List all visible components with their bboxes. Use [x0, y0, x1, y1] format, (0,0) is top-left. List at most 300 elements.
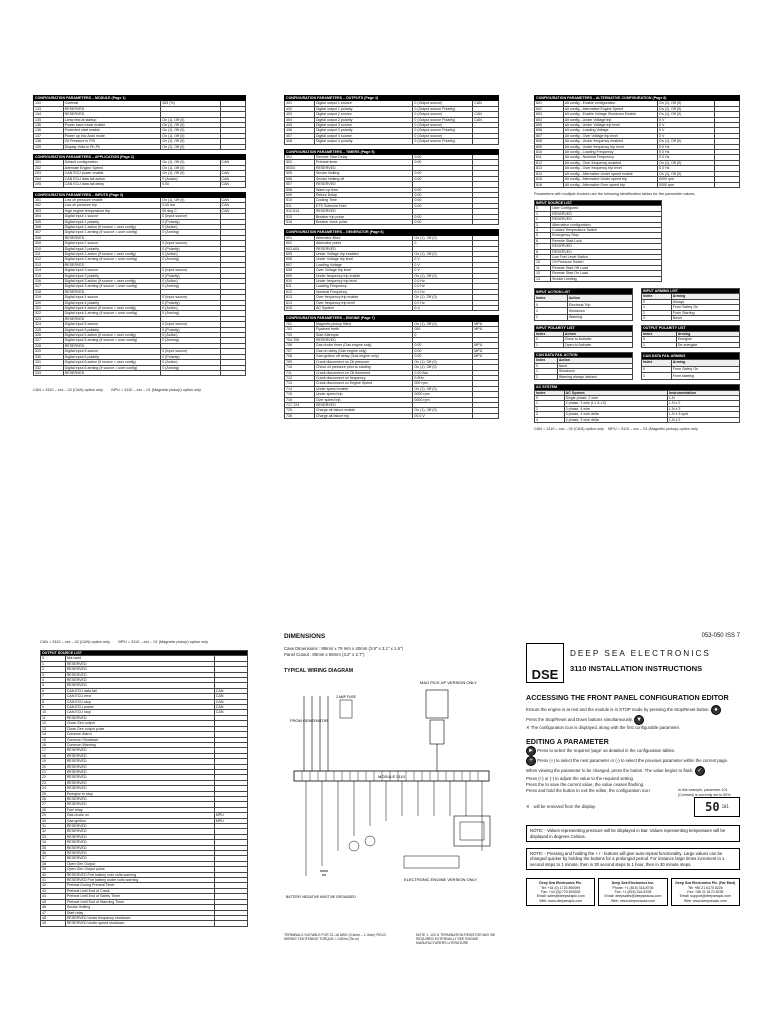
table-cell: RESERVED: [63, 106, 161, 111]
company-name: DEEP SEA ELECTRONICS: [570, 649, 711, 658]
table-cell: 204: [34, 176, 64, 181]
table-row: [285, 139, 499, 144]
table-cell: 303: [34, 208, 64, 213]
table-cell: On (1), Off (0): [161, 197, 220, 202]
table-cell: 403: [285, 112, 315, 117]
table-cell: Low oil pressure trip: [63, 203, 161, 208]
table-cell: 0.0 Hz: [413, 300, 473, 305]
table-cell: 801: [535, 101, 564, 106]
list-cell: RESERVED: [65, 683, 214, 688]
table-row: [285, 219, 499, 224]
list-cell: RESERVED: [65, 769, 214, 774]
table-row: [285, 413, 499, 418]
table-cell: 314: [34, 268, 64, 273]
output-polarity-list: [641, 325, 740, 348]
table-cell: On (1), Off (0): [413, 386, 473, 391]
list-cell: 4: [41, 678, 66, 683]
list-cell: 20: [41, 764, 66, 769]
list-cell: 14: [41, 732, 66, 737]
table-cell: RESERVED: [314, 182, 412, 187]
table-cell: Digital input 2 action (if source = user config): [63, 251, 161, 256]
table-row: [535, 182, 740, 187]
table-cell: 506: [285, 176, 315, 181]
table-cell: Crank disconnect on Engine Speed: [314, 381, 412, 386]
table-cell: 330: [34, 354, 64, 359]
table-cell: 804: [535, 117, 564, 122]
table-cell: 806: [535, 128, 564, 133]
table-title: CONFIGURATION PARAMETERS – APPLICATION (Page 2): [34, 155, 246, 160]
ac-system-table: [534, 384, 740, 423]
top-right-column: [534, 95, 740, 431]
table-cell: Over frequency trip level: [314, 300, 412, 305]
mag-pickup-label: MAG PICK UP VERSION ONLY: [420, 680, 477, 685]
table-cell: 308: [34, 235, 64, 240]
table-cell: CAN: [220, 171, 245, 176]
list-cell: CAN: [214, 694, 247, 699]
list-cell: Remote Start Off Load: [551, 265, 662, 270]
table-cell: Cooling Time: [314, 198, 412, 203]
list-cell: From Safety On: [671, 305, 739, 310]
list-cell: RESERVED: [65, 834, 214, 839]
list-cell: 0: [535, 301, 568, 307]
table-cell: 507: [285, 182, 315, 187]
list-cell: L-N x 2: [667, 401, 739, 406]
list-cell: CAN ECU power: [65, 705, 214, 710]
table-cell: Breaker close pulse: [314, 219, 412, 224]
alt-config-table: [534, 95, 740, 188]
wiring-diagram: [284, 676, 506, 926]
plus-button-icon: +: [526, 756, 536, 766]
table-title: CONFIGURATION PARAMETERS – INPUTS (Page 3): [34, 192, 246, 197]
table-cell: 812: [535, 160, 564, 165]
table-cell: 0000 rpm: [413, 397, 473, 402]
list-cell: RESERVED: [65, 672, 214, 677]
list-cell: CAN: [214, 699, 247, 704]
editor-p2: Press the Stop/Reset and Down buttons simultaneously. ▼: [526, 715, 740, 725]
table-cell: [220, 144, 245, 149]
list-col-name: Arming: [671, 359, 739, 366]
table-cell: CAN: [473, 112, 499, 117]
footnote-can-mpu-bottom: CAN = 3110 – xxx – 02 (CAN) option only MPU = 3110 – xxx – 01 (Magnetic pickup) option only: [40, 640, 209, 644]
table-cell: Digital output 3 polarity: [314, 128, 412, 133]
contact-usa: Deep Sea Electronics Inc. Phone: +1 (815) 316-8706 Fax: +1 (815) 316-8708 Email: deepsales@deepseausa.com Web: www.deepseausa.com: [598, 878, 667, 906]
table-cell: Protected start enable: [63, 128, 161, 133]
list-cell: 13: [535, 276, 551, 281]
list-cell: RESERVED: [65, 678, 214, 683]
table-cell: On (1), Off (0): [161, 128, 220, 133]
polarity-row: [534, 325, 740, 348]
footnote-can-mpu: CAN = 3110 – xxx – 02 (CAN) option only MPU = 3110 – xxx – 01 (Magnetic pickup) option only: [33, 388, 202, 393]
table-cell: 402: [285, 106, 315, 111]
table-cell: 326: [34, 333, 64, 338]
list-cell: 48: [41, 915, 66, 920]
list-col-name: Instrumentation: [667, 390, 739, 395]
table-cell: Digital output 1 source: [314, 101, 412, 106]
table-cell: CAN: [220, 160, 245, 165]
table-cell: 0 (Input source): [161, 349, 220, 354]
table-cell: 510: [285, 198, 315, 203]
table-cell: 053 (%): [161, 101, 220, 106]
table-cell: CAN: [220, 182, 245, 187]
table-cell: 0 (Arming): [161, 230, 220, 235]
table-cell: Over Voltage trip level: [314, 268, 412, 273]
table-cell: 136: [34, 123, 64, 128]
table-cell: On (1), Off (0): [413, 273, 473, 278]
list-cell: RESERVED: [65, 796, 214, 801]
table-cell: 319: [34, 295, 64, 300]
editor-heading: ACCESSING THE FRONT PANEL CONFIGURATION EDITOR: [526, 693, 729, 702]
list-cell: Never: [671, 316, 739, 321]
table-cell: 310: [34, 246, 64, 251]
table-cell: Digital input 5 action (if source = user config): [63, 333, 161, 338]
table-cell: 610: [285, 279, 315, 284]
list-cell: 1: [642, 342, 677, 347]
table-cell: 710: [285, 365, 315, 370]
table-cell: On (1), Off (0): [161, 133, 220, 138]
table-cell: 712: [285, 375, 315, 380]
list-cell: Preheat Until End of Safety Timer: [65, 894, 214, 899]
table-cell: 0.0 Hz: [657, 166, 714, 171]
tick-button-icon: ✓: [695, 766, 705, 776]
table-cell: Oil Pressure in PSI: [63, 139, 161, 144]
list-cell: De-energise: [676, 342, 739, 347]
list-row: [535, 374, 633, 379]
list-cell: Close Gen output: [65, 721, 214, 726]
table-cell: On (1), Off (0): [657, 160, 714, 165]
table-cell: 0 (Output source): [413, 133, 473, 138]
list-cell: CAN ECU data fail: [65, 688, 214, 693]
table-cell: 0:00: [413, 203, 473, 208]
table-cell: Alt config - Under frequency trip level: [563, 144, 657, 149]
table-title: CONFIGURATION PARAMETERS – ENGINE (Page 7): [285, 316, 499, 321]
table-cell: 313: [34, 262, 64, 267]
table-cell: Digital input 1 polarity: [63, 219, 161, 224]
table-cell: On (1), Off (0): [657, 106, 714, 111]
table-cell: Alt config - Alternative Under speed trip: [563, 177, 657, 182]
table-cell: 0.0 Hz: [413, 289, 473, 294]
table-cell: 0 (Arming): [161, 284, 220, 289]
list-cell: RESERVED: [65, 775, 214, 780]
list-row: [642, 342, 740, 347]
list-cell: L-N: [667, 395, 739, 400]
table-cell: Lamp test at startup: [63, 117, 161, 122]
table-cell: On (1), Off (0): [161, 123, 220, 128]
table-cell: 0 (Polarity): [161, 300, 220, 305]
list-cell: 37: [41, 856, 66, 861]
table-cell: Power save mode enable: [63, 123, 161, 128]
list-cell: Common Alarm: [65, 732, 214, 737]
list-col-name: Index: [642, 294, 672, 299]
table-cell: Alt config - Alternative Engine Speed: [563, 106, 657, 111]
can-data-fail-arming: [641, 352, 740, 380]
table-cell: 0:00: [413, 348, 473, 353]
list-cell: From starting: [671, 373, 739, 380]
table-cell: 0:00: [413, 214, 473, 219]
table-cell: 715: [285, 392, 315, 397]
table-cell: On (1), Off (0): [413, 251, 473, 256]
table-cell: CAN: [473, 117, 499, 122]
list-title: OUTPUT SOURCE LIST: [41, 651, 248, 656]
editing-p1: ► Press to select the required 'page' as detailed in the configuration tables.: [526, 746, 740, 756]
table-cell: Over frequency trip enable: [314, 295, 412, 300]
table-cell: On (1), Off (0): [161, 165, 220, 170]
list-cell: RESERVED: [551, 244, 662, 249]
list-cell: Warning always latched: [557, 374, 632, 379]
table-cell: Digital input 5 polarity: [63, 327, 161, 332]
table-cell: On (1), Off (0): [161, 139, 220, 144]
list-header: [642, 353, 740, 360]
list-cell: 5: [535, 233, 551, 238]
table-cell: Alternate Engine Speed: [63, 165, 161, 170]
table-cell: Digital input 3 source: [63, 268, 161, 273]
table-cell: 0 (Input source): [161, 241, 220, 246]
table-cell: Warm up time: [314, 187, 412, 192]
list-cell: 7: [535, 244, 551, 249]
table-cell: [220, 370, 245, 375]
list-cell: Open Gen Output: [65, 861, 214, 866]
table-cell: Digital input 3 action (if source = user config): [63, 279, 161, 284]
table-cell: 505: [285, 171, 315, 176]
list-cell: 8: [41, 699, 66, 704]
table-cell: 704-705: [285, 338, 315, 343]
list-cell: 16: [41, 742, 66, 747]
list-row: [642, 373, 740, 380]
table-cell: Digital input 6 source: [63, 349, 161, 354]
list-cell: Gas ignition: [65, 818, 214, 823]
table-row: [285, 306, 499, 311]
table-cell: Alt config - Under Voltage trip: [563, 117, 657, 122]
list-col-header: [642, 359, 740, 366]
table-cell: 0 (Output source Polarity): [413, 128, 473, 133]
list-cell: Low Fuel Level Switch: [551, 254, 662, 259]
list-cell: 45: [41, 899, 66, 904]
table-cell: 0 (Output source Polarity): [413, 117, 473, 122]
table-cell: 203: [34, 171, 64, 176]
table-cell: 808: [535, 139, 564, 144]
list-cell: 0: [41, 656, 66, 661]
table-cell: On (1), Off (0): [413, 359, 473, 364]
table-cell: Alt config - Alternative Under speed enable: [563, 171, 657, 176]
list-cell: [214, 921, 247, 926]
table-cell: 137: [34, 133, 64, 138]
list-cell: 6: [41, 688, 66, 693]
list-cell: 23: [41, 780, 66, 785]
table-cell: 135: [34, 117, 64, 122]
table-cell: 0000 rpm: [657, 177, 714, 182]
list-cell: Preheat Until End of Warming Timer: [65, 899, 214, 904]
table-cell: Preheat timer: [314, 160, 412, 165]
table-cell: CAN: [220, 197, 245, 202]
list-cell: RESERVED Under frequency shutdown: [65, 915, 214, 920]
list-cell: 38: [41, 861, 66, 866]
table-cell: On (1), Off (0): [161, 144, 220, 149]
table-cell: Magnetic pickup fitted: [314, 321, 412, 326]
editing-p3: When viewing the parameter to be changed, press the button. The value begins to flash. ✓: [526, 766, 740, 776]
stop-reset-icon: ●: [711, 705, 721, 715]
list-col-name: Index: [642, 331, 677, 336]
table-cell: [715, 182, 740, 187]
list-cell: RESERVED: [65, 759, 214, 764]
list-cell: L-N x 3: [667, 406, 739, 411]
table-cell: 0:00: [413, 171, 473, 176]
list-cell: 0: [642, 299, 672, 304]
input-action-list: [534, 288, 633, 321]
table-cell: 0 V: [657, 117, 714, 122]
lcd-example: 50 101: [694, 797, 740, 817]
table-cell: 0: [413, 332, 473, 337]
table-cell: 306: [34, 224, 64, 229]
list-cell: 19: [41, 759, 66, 764]
table-cell: 615: [285, 306, 315, 311]
list-cell: 3: [535, 412, 565, 417]
contact-far-east: Deep Sea Electronics Plc. (Far East) Tel: +86 21 6170 8226 Fax: +86 21 6170 8228 Email: support@deepseaplc.com Web: www.deepseaplc.com: [671, 878, 740, 906]
table-cell: 608: [285, 268, 315, 273]
table-cell: RESERVED: [63, 316, 161, 321]
list-cell: 7: [41, 694, 66, 699]
table-cell: 324: [34, 322, 64, 327]
list-cell: L-N x 3 split: [667, 412, 739, 417]
top-left-column: [33, 95, 246, 392]
table-cell: CAN: [220, 203, 245, 208]
input-polarity-list: [534, 325, 633, 348]
table-cell: Alt config - Over frequency trip level: [563, 166, 657, 171]
editing-p2: + Press (+) to select the next parameter or (-) to select the previous parameter within the current page.: [526, 756, 740, 766]
table-cell: [473, 413, 499, 418]
table-cell: 0 (Output source): [413, 101, 473, 106]
table-cell: 512-514: [285, 209, 315, 214]
table-cell: 605: [285, 251, 315, 256]
table-cell: 0 (Action): [161, 224, 220, 229]
table-cell: RESERVED: [314, 338, 412, 343]
table-cell: Under Voltage trip level: [314, 257, 412, 262]
table-cell: 0 (Output source Polarity): [413, 139, 473, 144]
table-cell: 0: [413, 241, 473, 246]
table-cell: 205: [34, 182, 64, 187]
from-generator-label: FROM GENERATOR: [290, 718, 328, 723]
list-cell: 0: [642, 337, 677, 342]
table-cell: Digital input 6 polarity: [63, 354, 161, 359]
table-cell: RESERVED: [314, 209, 412, 214]
list-row: [41, 921, 248, 926]
list-cell: CAN ECU stop: [65, 710, 214, 715]
table-cell: 602: [285, 241, 315, 246]
list-title: CAN DATA FAIL ARMING: [642, 353, 740, 360]
table-cell: AC System: [314, 306, 412, 311]
table-cell: Flywheel teeth: [314, 327, 412, 332]
table-cell: Alt config - Nominal Frequency: [563, 155, 657, 160]
table-cell: Charge alt failure enable: [314, 408, 412, 413]
table-cell: CAN: [220, 176, 245, 181]
note-autorepeat: NOTE: - Pressing and holding the + / - buttons will give auto-repeat functionality. Large values can be changed quicker by holding the buttons for a prolonged period. For instance large times increment in 1 second steps to 1 minute, then in 30 second steps to 1 hour, then in 30 minute steps.: [526, 848, 740, 870]
table-cell: CAN ECU data fail delay: [63, 182, 161, 187]
table-cell: 00.0 V: [413, 413, 473, 418]
list-cell: 4: [535, 417, 565, 422]
table-cell: 136: [34, 128, 64, 133]
table-cell: Digital input 4 arming (if source = user config): [63, 311, 161, 316]
table-cell: 404: [285, 117, 315, 122]
table-cell: RESERVED: [63, 112, 161, 117]
list-title: INPUT ARMING LIST: [642, 289, 740, 294]
list-cell: 27: [41, 802, 66, 807]
table-cell: 0 (Polarity): [161, 219, 220, 224]
alt-note: Parameters with multiple choices use the following identification tables for the parameter values.: [534, 191, 696, 196]
bottom-right-column: [526, 633, 740, 1018]
table-cell: 0 (Input source): [161, 214, 220, 219]
table-cell: On (1), Off (0): [657, 171, 714, 176]
table-title: CONFIGURATION PARAMETERS – TIMERS (Page 5): [285, 149, 499, 154]
list-cell: 34: [41, 840, 66, 845]
table-cell: On (1), Off (0): [413, 365, 473, 370]
table-cell: 601: [285, 235, 315, 240]
table-cell: 315: [34, 273, 64, 278]
table-cell: 201: [34, 160, 64, 165]
list-cell: Preheat Until End of Crank: [65, 888, 214, 893]
table-cell: CAN ECU data fail action: [63, 176, 161, 181]
list-cell: CAN: [214, 705, 247, 710]
list-cell: From Safety On: [671, 366, 739, 373]
table-cell: 607: [285, 262, 315, 267]
fuse-label: 2 AMP FUSE: [336, 695, 356, 699]
table-cell: 701: [285, 321, 315, 326]
list-cell: 12: [535, 271, 551, 276]
table-cell: Alt config - Under frequency enabled: [563, 139, 657, 144]
list-title: INPUT POLARITY LIST: [535, 326, 633, 331]
table-cell: Digital input 3 arming (if source = user config): [63, 284, 161, 289]
table-cell: Digital input 4 source: [63, 295, 161, 300]
list-cell: 1: [535, 308, 568, 314]
table-cell: 612: [285, 289, 315, 294]
list-cell: 0: [535, 363, 558, 368]
table-cell: 0000 rpm: [413, 392, 473, 397]
table-cell: 0 V: [413, 268, 473, 273]
list-cell: 0: [642, 366, 672, 373]
list-title: CAN DATA FAIL ACTION: [535, 353, 633, 358]
table-cell: 503/4: [285, 165, 315, 170]
list-col-name: Action: [567, 295, 632, 301]
list-col-name: Index: [535, 295, 568, 301]
table-cell: MPU: [473, 321, 499, 326]
list-cell: 31: [41, 824, 66, 829]
case-dimensions: Case Dimensions : 99mm x 79 mm x 40mm (3.9" x 3.1" x 1.6"): [284, 646, 403, 651]
list-cell: Preheat During Preheat Timer: [65, 883, 214, 888]
table-cell: 0 (Action): [161, 279, 220, 284]
table-cell: 133: [34, 106, 64, 111]
table-cell: [473, 139, 499, 144]
table-cell: Alt config - Alternative Over speed trip: [563, 182, 657, 187]
list-cell: 1: [642, 373, 672, 380]
table-cell: 603-604: [285, 246, 315, 251]
battery-note: BATTERY NEGATIVE MUST BE GROUNDED: [286, 895, 356, 899]
list-cell: 0: [535, 395, 565, 400]
table-cell: 331: [34, 360, 64, 365]
table-row: [34, 144, 246, 149]
list-cell: 15: [41, 737, 66, 742]
table-cell: 702: [285, 327, 315, 332]
list-cell: 8: [535, 249, 551, 254]
table-cell: [161, 370, 220, 375]
list-cell: 28: [41, 807, 66, 812]
table-cell: Crank disconnect on frequency: [314, 375, 412, 380]
table-cell: Digital output 3 source: [314, 123, 412, 128]
table-cell: 0 (Polarity): [161, 273, 220, 278]
table-cell: Under speed enable: [314, 386, 412, 391]
list-cell: Open Gen Output pulse: [65, 867, 214, 872]
list-cell: RESERVED: [65, 802, 214, 807]
table-cell: 0:00: [413, 192, 473, 197]
list-cell: 0: [535, 337, 564, 342]
editing-p6-row: Press and hold the button to exit the editor, the configuration icon In this example, parameter 101 (Contrast) is currently set to 50%.: [526, 788, 740, 797]
table-cell: RESERVED: [63, 262, 161, 267]
